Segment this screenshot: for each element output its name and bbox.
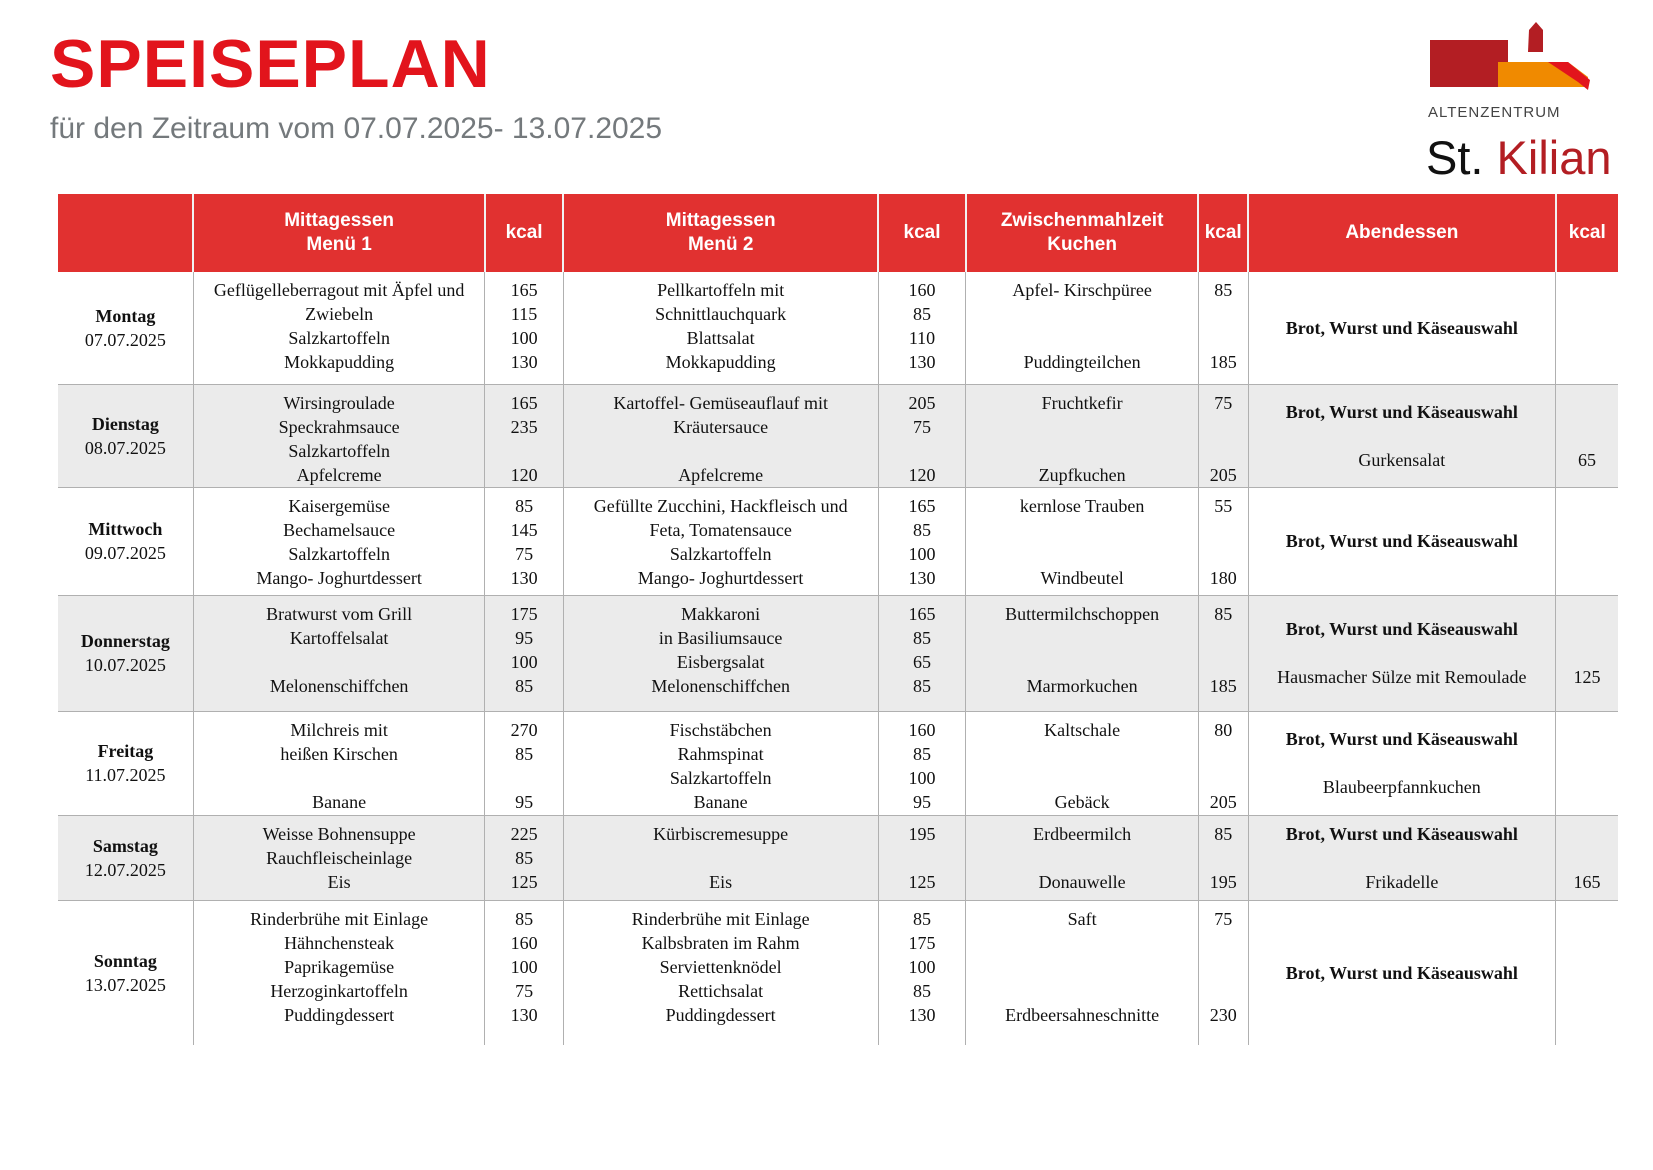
kcal-value: 85: [1214, 823, 1233, 844]
kcal-value: [883, 439, 962, 463]
kcal-value: 65: [913, 651, 931, 672]
meal-item: Gebäck: [1054, 791, 1110, 812]
meal-item: Buttermilchschoppen: [1005, 603, 1160, 624]
meal-item: [970, 931, 1194, 955]
meal-item: Salzkartoffeln: [288, 440, 390, 461]
kcal3-cell: [1198, 815, 1248, 900]
logo-name: [1426, 130, 1611, 185]
day-name: Freitag: [97, 741, 154, 761]
meal-item: [970, 302, 1194, 326]
meal-item: Serviettenknödel: [659, 956, 782, 977]
meal-plan-table: [58, 194, 1618, 1045]
meal-item: [970, 626, 1194, 650]
snack-cell: [966, 815, 1199, 900]
kcal-value: 95: [913, 791, 931, 812]
dinner-cell: [1248, 711, 1556, 815]
dinner-main: Brot, Wurst und Käseauswahl: [1285, 729, 1518, 749]
kcal-value: 165: [510, 392, 538, 413]
kcal4-cell: [1556, 487, 1618, 595]
kcal-value: 85: [913, 743, 931, 764]
logo-subtitle: ALTENZENTRUM: [1428, 104, 1561, 121]
header-kcal3: kcal: [1198, 194, 1248, 272]
kcal-value: 85: [913, 980, 931, 1001]
meal-item: Rinderbrühe mit Einlage: [631, 908, 810, 929]
day-cell: [58, 595, 193, 711]
kcal-value: 165: [510, 280, 538, 300]
table-row: [58, 711, 1618, 815]
kcal-value: 175: [908, 932, 936, 953]
date-range-subtitle: für den Zeitraum vom 07.07.2025- 13.07.2025: [50, 112, 663, 145]
kcal-value: 195: [1209, 871, 1237, 892]
kcal-value: 205: [1209, 791, 1237, 812]
meal-item: Mango- Joghurtdessert: [256, 567, 422, 588]
dinner-cell: [1248, 272, 1556, 384]
kcal-value: 120: [908, 464, 936, 485]
dinner-cell: [1248, 900, 1556, 1045]
meal-item: Kürbiscremesuppe: [653, 823, 789, 844]
kcal-value: [1203, 955, 1244, 979]
kcal-value: [1203, 326, 1244, 350]
meal-item: Schnittlauchquark: [655, 304, 787, 324]
kcal3-cell: [1198, 384, 1248, 487]
kcal1-cell: [485, 900, 563, 1045]
kcal-value: 205: [1209, 464, 1237, 485]
kcal-value: 130: [908, 1004, 936, 1025]
menu1-cell: [193, 815, 485, 900]
kcal-value: 100: [510, 956, 538, 977]
snack-cell: [966, 487, 1199, 595]
kcal4-cell: [1556, 384, 1618, 487]
kcal-value: 85: [913, 675, 931, 696]
meal-item: [970, 650, 1194, 674]
dinner-main: Brot, Wurst und Käseauswahl: [1285, 823, 1518, 844]
meal-item: Herzoginkartoffeln: [270, 980, 408, 1001]
menu1-cell: [193, 384, 485, 487]
meal-item: Eis: [709, 871, 733, 892]
kcal4-cell: [1556, 900, 1618, 1045]
kcal-value: 85: [1214, 280, 1233, 300]
meal-item: Milchreis mit: [290, 719, 388, 740]
meal-item: Blattsalat: [686, 328, 755, 348]
kcal4-cell: [1556, 815, 1618, 900]
kcal4-cell: [1556, 595, 1618, 711]
kcal-value: 120: [510, 464, 538, 485]
kcal-value: 85: [1214, 603, 1233, 624]
day-cell: [58, 900, 193, 1045]
dinner-main: Brot, Wurst und Käseauswahl: [1285, 619, 1518, 639]
meal-item: Saft: [1067, 908, 1097, 929]
snack-cell: [966, 272, 1199, 384]
meal-item: Zwiebeln: [305, 304, 374, 324]
kcal-value: 75: [1214, 908, 1233, 929]
kcal-value: 85: [515, 847, 534, 868]
meal-item: [198, 650, 481, 674]
kcal-value: [1203, 931, 1244, 955]
meal-item: Donauwelle: [1038, 871, 1126, 892]
kcal-value: 160: [510, 932, 538, 953]
meal-item: Rauchfleischeinlage: [266, 847, 413, 868]
day-date: 13.07.2025: [84, 974, 166, 995]
day-date: 11.07.2025: [85, 765, 166, 785]
kcal3-cell: [1198, 272, 1248, 384]
kcal-value: 180: [1209, 567, 1237, 588]
table-row: [58, 487, 1618, 595]
meal-item: Banane: [312, 791, 367, 812]
meal-item: [970, 518, 1194, 542]
kcal-value: 205: [908, 392, 936, 413]
kcal-value: 55: [1214, 495, 1233, 516]
header-snack: Zwischenmahlzeit Kuchen: [966, 194, 1199, 272]
menu2-cell: [563, 384, 878, 487]
table-row: [58, 384, 1618, 487]
table-row: [58, 272, 1618, 384]
meal-item: [970, 846, 1194, 870]
menu2-cell: [563, 595, 878, 711]
meal-item: Windbeutel: [1040, 567, 1124, 588]
menu1-cell: [193, 595, 485, 711]
dinner-main: Brot, Wurst und Käseauswahl: [1285, 531, 1518, 551]
kcal3-cell: [1198, 711, 1248, 815]
logo-graphic-icon: [1428, 22, 1618, 102]
day-cell: [58, 487, 193, 595]
meal-item: Marmorkuchen: [1026, 675, 1138, 696]
meal-item: Hähnchensteak: [284, 932, 395, 953]
meal-item: Salzkartoffeln: [669, 543, 772, 564]
menu1-cell: [193, 900, 485, 1045]
dinner-extra: Gurkensalat: [1358, 449, 1446, 470]
meal-item: Fischstäbchen: [669, 719, 772, 740]
kcal-value: 100: [510, 651, 538, 672]
meal-item: [970, 439, 1194, 463]
kcal-value: 85: [913, 519, 931, 540]
meal-item: [568, 846, 874, 870]
kcal-value: 85: [515, 495, 534, 516]
meal-item: in Basiliumsauce: [658, 627, 783, 648]
kcal-value: 160: [908, 280, 936, 300]
meal-item: Makkaroni: [681, 603, 761, 624]
kcal-value: 115: [510, 304, 538, 324]
day-cell: [58, 711, 193, 815]
meal-item: [970, 979, 1194, 1003]
kcal-value: 95: [515, 791, 534, 812]
day-date: 10.07.2025: [84, 655, 166, 675]
header-day: [58, 194, 193, 272]
day-cell: [58, 272, 193, 384]
meal-item: Melonenschiffchen: [651, 675, 790, 696]
dinner-cell: [1248, 595, 1556, 711]
kcal3-cell: [1198, 595, 1248, 711]
day-name: Sonntag: [93, 950, 157, 971]
table-body: [58, 272, 1618, 1045]
dinner-cell: [1248, 384, 1556, 487]
meal-item: Salzkartoffeln: [288, 328, 390, 348]
dinner-main: Brot, Wurst und Käseauswahl: [1285, 401, 1518, 422]
meal-item: Kartoffelsalat: [289, 627, 389, 648]
kcal-value: 165: [908, 495, 936, 516]
kcal-value: 165: [908, 603, 936, 624]
header-kcal2: kcal: [878, 194, 966, 272]
meal-item: Salzkartoffeln: [669, 767, 772, 788]
kcal-value: [1203, 626, 1244, 650]
day-name: Montag: [95, 305, 156, 326]
meal-item: Feta, Tomatensauce: [649, 519, 792, 540]
kcal-value: 125: [908, 871, 936, 892]
kcal2-cell: [878, 272, 966, 384]
meal-item: Melonenschiffchen: [269, 675, 409, 696]
meal-item: Puddingdessert: [665, 1004, 776, 1025]
kcal-value: [1203, 766, 1244, 790]
kcal2-cell: [878, 384, 966, 487]
table-row: [58, 815, 1618, 900]
meal-item: Kartoffel- Gemüseauflauf mit: [613, 392, 828, 413]
kcal-value: 270: [510, 719, 538, 740]
menu2-cell: [563, 815, 878, 900]
header-kcal1: kcal: [485, 194, 563, 272]
header-menu1: Mittagessen Menü 1: [193, 194, 485, 272]
meal-item: Rinderbrühe mit Einlage: [250, 908, 429, 929]
meal-item: heißen Kirschen: [280, 743, 398, 764]
kcal-value: 100: [908, 956, 936, 977]
logo-name-st: St.: [1426, 131, 1484, 184]
kcal-value: 100: [908, 543, 936, 564]
kcal1-cell: [485, 711, 563, 815]
meal-item: Apfelcreme: [296, 464, 382, 485]
kcal-value: 130: [510, 1004, 538, 1025]
logo-name-kilian: Kilian: [1496, 131, 1612, 184]
kcal-value: 125: [510, 871, 538, 892]
day-date: 12.07.2025: [84, 859, 166, 880]
meal-item: Fruchtkefir: [1041, 392, 1123, 413]
day-cell: [58, 815, 193, 900]
meal-item: Puddingteilchen: [1023, 352, 1141, 372]
meal-item: Erdbeermilch: [1033, 823, 1132, 844]
day-name: Dienstag: [91, 413, 159, 434]
dinner-main: Brot, Wurst und Käseauswahl: [1285, 962, 1518, 983]
meal-item: [970, 415, 1194, 439]
table-row: [58, 900, 1618, 1045]
kcal-value: [1203, 518, 1244, 542]
kcal-value: 85: [913, 627, 931, 648]
kcal-value: 195: [908, 823, 936, 844]
meal-item: Wirsingroulade: [283, 392, 395, 413]
kcal2-cell: [878, 815, 966, 900]
kcal-value: [1203, 302, 1244, 326]
meal-item: Mango- Joghurtdessert: [637, 567, 804, 588]
kcal1-cell: [485, 815, 563, 900]
day-name: Donnerstag: [80, 631, 170, 651]
kcal-value: 85: [913, 304, 931, 324]
kcal-value: [489, 439, 558, 463]
meal-item: Puddingdessert: [284, 1004, 395, 1025]
kcal3-cell: [1198, 900, 1248, 1045]
kcal-value: 65: [1578, 449, 1597, 470]
kcal-value: 130: [510, 567, 538, 588]
day-date: 09.07.2025: [84, 543, 166, 563]
snack-cell: [966, 384, 1199, 487]
menu2-cell: [563, 272, 878, 384]
menu2-cell: [563, 711, 878, 815]
dinner-extra: Blaubeerpfannkuchen: [1322, 777, 1481, 797]
kcal-value: 125: [1573, 667, 1601, 687]
kcal-value: 85: [515, 675, 534, 696]
kcal2-cell: [878, 487, 966, 595]
kcal2-cell: [878, 711, 966, 815]
kcal2-cell: [878, 595, 966, 711]
meal-item: Zupfkuchen: [1038, 464, 1126, 485]
kcal-value: [1203, 846, 1244, 870]
meal-item: Rettichsalat: [678, 980, 764, 1001]
day-date: 08.07.2025: [84, 437, 166, 458]
kcal-value: 185: [1209, 352, 1237, 372]
meal-item: Speckrahmsauce: [278, 416, 400, 437]
header-kcal4: kcal: [1556, 194, 1618, 272]
page-title: SPEISEPLAN: [50, 26, 491, 102]
kcal3-cell: [1198, 487, 1248, 595]
menu1-cell: [193, 272, 485, 384]
snack-cell: [966, 900, 1199, 1045]
kcal-value: [489, 766, 558, 790]
logo: [1428, 22, 1618, 182]
kcal-value: 160: [908, 719, 936, 740]
dinner-extra: Hausmacher Sülze mit Remoulade: [1277, 667, 1527, 687]
meal-item: [970, 542, 1194, 566]
meal-item: [970, 742, 1194, 766]
kcal-value: 85: [913, 908, 931, 929]
dinner-main: Brot, Wurst und Käseauswahl: [1285, 317, 1518, 338]
table-row: [58, 595, 1618, 711]
menu2-cell: [563, 900, 878, 1045]
kcal-value: [1203, 979, 1244, 1003]
kcal4-cell: [1556, 711, 1618, 815]
kcal-value: 100: [908, 767, 936, 788]
dinner-cell: [1248, 487, 1556, 595]
kcal1-cell: [485, 272, 563, 384]
kcal-value: 165: [1573, 871, 1601, 892]
header-dinner: Abendessen: [1248, 194, 1556, 272]
meal-item: [568, 439, 874, 463]
meal-item: Bechamelsauce: [283, 519, 396, 540]
meal-item: [970, 955, 1194, 979]
meal-item: Bratwurst vom Grill: [266, 603, 413, 624]
kcal1-cell: [485, 384, 563, 487]
day-name: Samstag: [92, 835, 158, 856]
meal-item: [970, 326, 1194, 350]
kcal-value: 85: [515, 743, 534, 764]
kcal-value: [883, 846, 962, 870]
kcal-value: 175: [510, 603, 538, 624]
day-name: Mittwoch: [88, 519, 163, 539]
kcal-value: 110: [908, 328, 936, 348]
meal-item: [970, 766, 1194, 790]
kcal-value: [1203, 542, 1244, 566]
snack-cell: [966, 711, 1199, 815]
kcal2-cell: [878, 900, 966, 1045]
meal-item: Geflügelleberragout mit Äpfel und: [213, 280, 465, 300]
kcal-value: 75: [515, 980, 534, 1001]
meal-item: Eis: [327, 871, 351, 892]
dinner-cell: [1248, 815, 1556, 900]
kcal-value: 75: [515, 543, 534, 564]
kcal-value: 225: [510, 823, 538, 844]
kcal-value: 80: [1214, 719, 1233, 740]
day-date: 07.07.2025: [84, 329, 166, 350]
kcal-value: [1203, 415, 1244, 439]
meal-item: Eisbergsalat: [676, 651, 765, 672]
meal-item: Erdbeersahneschnitte: [1005, 1004, 1160, 1025]
kcal-value: 75: [913, 416, 931, 437]
kcal-value: 130: [510, 352, 538, 372]
menu2-cell: [563, 487, 878, 595]
menu1-cell: [193, 487, 485, 595]
meal-item: Rahmspinat: [677, 743, 764, 764]
snack-cell: [966, 595, 1199, 711]
meal-item: Gefüllte Zucchini, Hackfleisch und: [593, 495, 848, 516]
kcal-value: 85: [515, 908, 534, 929]
kcal-value: 130: [908, 352, 936, 372]
meal-item: Kalbsbraten im Rahm: [641, 932, 800, 953]
meal-item: Salzkartoffeln: [288, 543, 390, 564]
dinner-extra: Frikadelle: [1365, 871, 1439, 892]
meal-item: Kaisergemüse: [288, 495, 390, 516]
day-cell: [58, 384, 193, 487]
meal-item: Kaltschale: [1044, 719, 1121, 740]
meal-item: Weisse Bohnensuppe: [262, 823, 416, 844]
meal-item: Apfelcreme: [678, 464, 764, 485]
kcal-value: 235: [510, 416, 538, 437]
header-menu2: Mittagessen Menü 2: [563, 194, 878, 272]
kcal-value: 95: [515, 627, 534, 648]
meal-item: Pellkartoffeln mit: [657, 280, 785, 300]
meal-item: Kräutersauce: [673, 416, 769, 437]
kcal4-cell: [1556, 272, 1618, 384]
kcal-value: 75: [1214, 392, 1233, 413]
meal-item: Banane: [693, 791, 748, 812]
meal-item: Mokkapudding: [284, 352, 395, 372]
kcal-value: 145: [510, 519, 538, 540]
kcal1-cell: [485, 487, 563, 595]
kcal-value: 130: [908, 567, 936, 588]
meal-item: Paprikagemüse: [284, 956, 395, 977]
meal-item: kernlose Trauben: [1019, 495, 1145, 516]
kcal1-cell: [485, 595, 563, 711]
table-header-row: [58, 194, 1618, 272]
kcal-value: [1203, 650, 1244, 674]
meal-item: Apfel- Kirschpüree: [1012, 280, 1152, 300]
meal-item: [198, 766, 481, 790]
kcal-value: [1203, 742, 1244, 766]
menu1-cell: [193, 711, 485, 815]
kcal-value: [1203, 439, 1244, 463]
kcal-value: 185: [1209, 675, 1237, 696]
kcal-value: 230: [1209, 1004, 1237, 1025]
kcal-value: 100: [510, 328, 538, 348]
meal-item: Mokkapudding: [665, 352, 776, 372]
